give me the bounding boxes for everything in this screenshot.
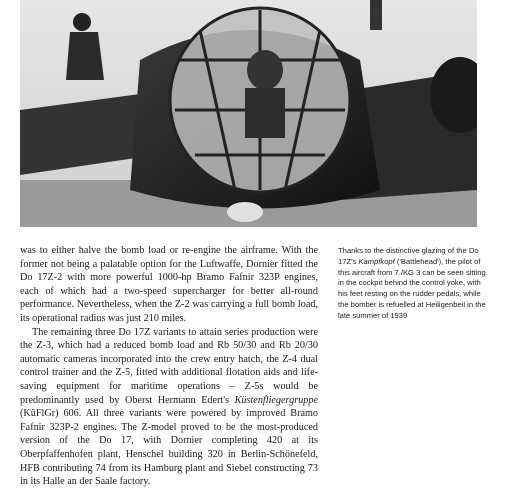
kustenfliegergruppe-term: Küstenfliegergruppe: [234, 394, 318, 406]
article-body: [20, 244, 318, 489]
photo-illustration: [20, 0, 477, 227]
body-paragraph-1: was to either halve the bomb load or re-engine the airframe. With the former not being a palatable option for the Luftwaffe, Dornier fitted the Do 17Z-2 with more powerful 1000-hp Bramo Fafnir 323P engines, each of which had a two-speed supercharger for better all-round performance. Nevertheless, when the Z-2 was carrying a full bomb load, its operational radius was just 210 miles.: [20, 245, 318, 324]
body-paragraph-2-end: (KüFlGr) 606. All three variants were powered by improved Bramo Fafnir 323P-2 engines. The Z-model proved to be the most-produced version of the Do 17, with Dornier completing 420 at its Oberpfaffenhofen plant, Henschel building 320 in Berlin-Schönefeld, HFB contributing 74 from its Hamburg plant and Siebel constructing 73 in its Halle an der Saale factory.: [20, 408, 318, 488]
body-paragraph-2-start: The remaining three Do 17Z variants to attain series production were the Z-3, which had a reduced bomb load and Rb 50/30 and Rb 20/30 automatic cameras incorporated into the crew entry hatch, the Z-4 dual control trainer and the Z-5, fitted with additional flotation aids and life-saving equipment for maritime operations – Z-5s would be predominantly used by Oberst Hermann Edert's: [20, 326, 318, 406]
caption-kampfkopf-term: Kampfkopf: [358, 256, 395, 266]
caption-part-2: ('Battlehead'), the pilot of this aircraft from 7./KG 3 can be seen sitting in the cockpit behind the control yoke, with his feet resting on the rudder pedals, while the bomber is refuelled at Heiligenbeil in the late summer of 1939: [338, 256, 486, 320]
body-paragraph-2: [20, 326, 318, 489]
caption-part-1: Thanks to the distinctive glazing of the Do 17Z's: [338, 246, 479, 266]
photo-caption: [338, 246, 488, 322]
bomber-cockpit-photo: [20, 0, 477, 227]
